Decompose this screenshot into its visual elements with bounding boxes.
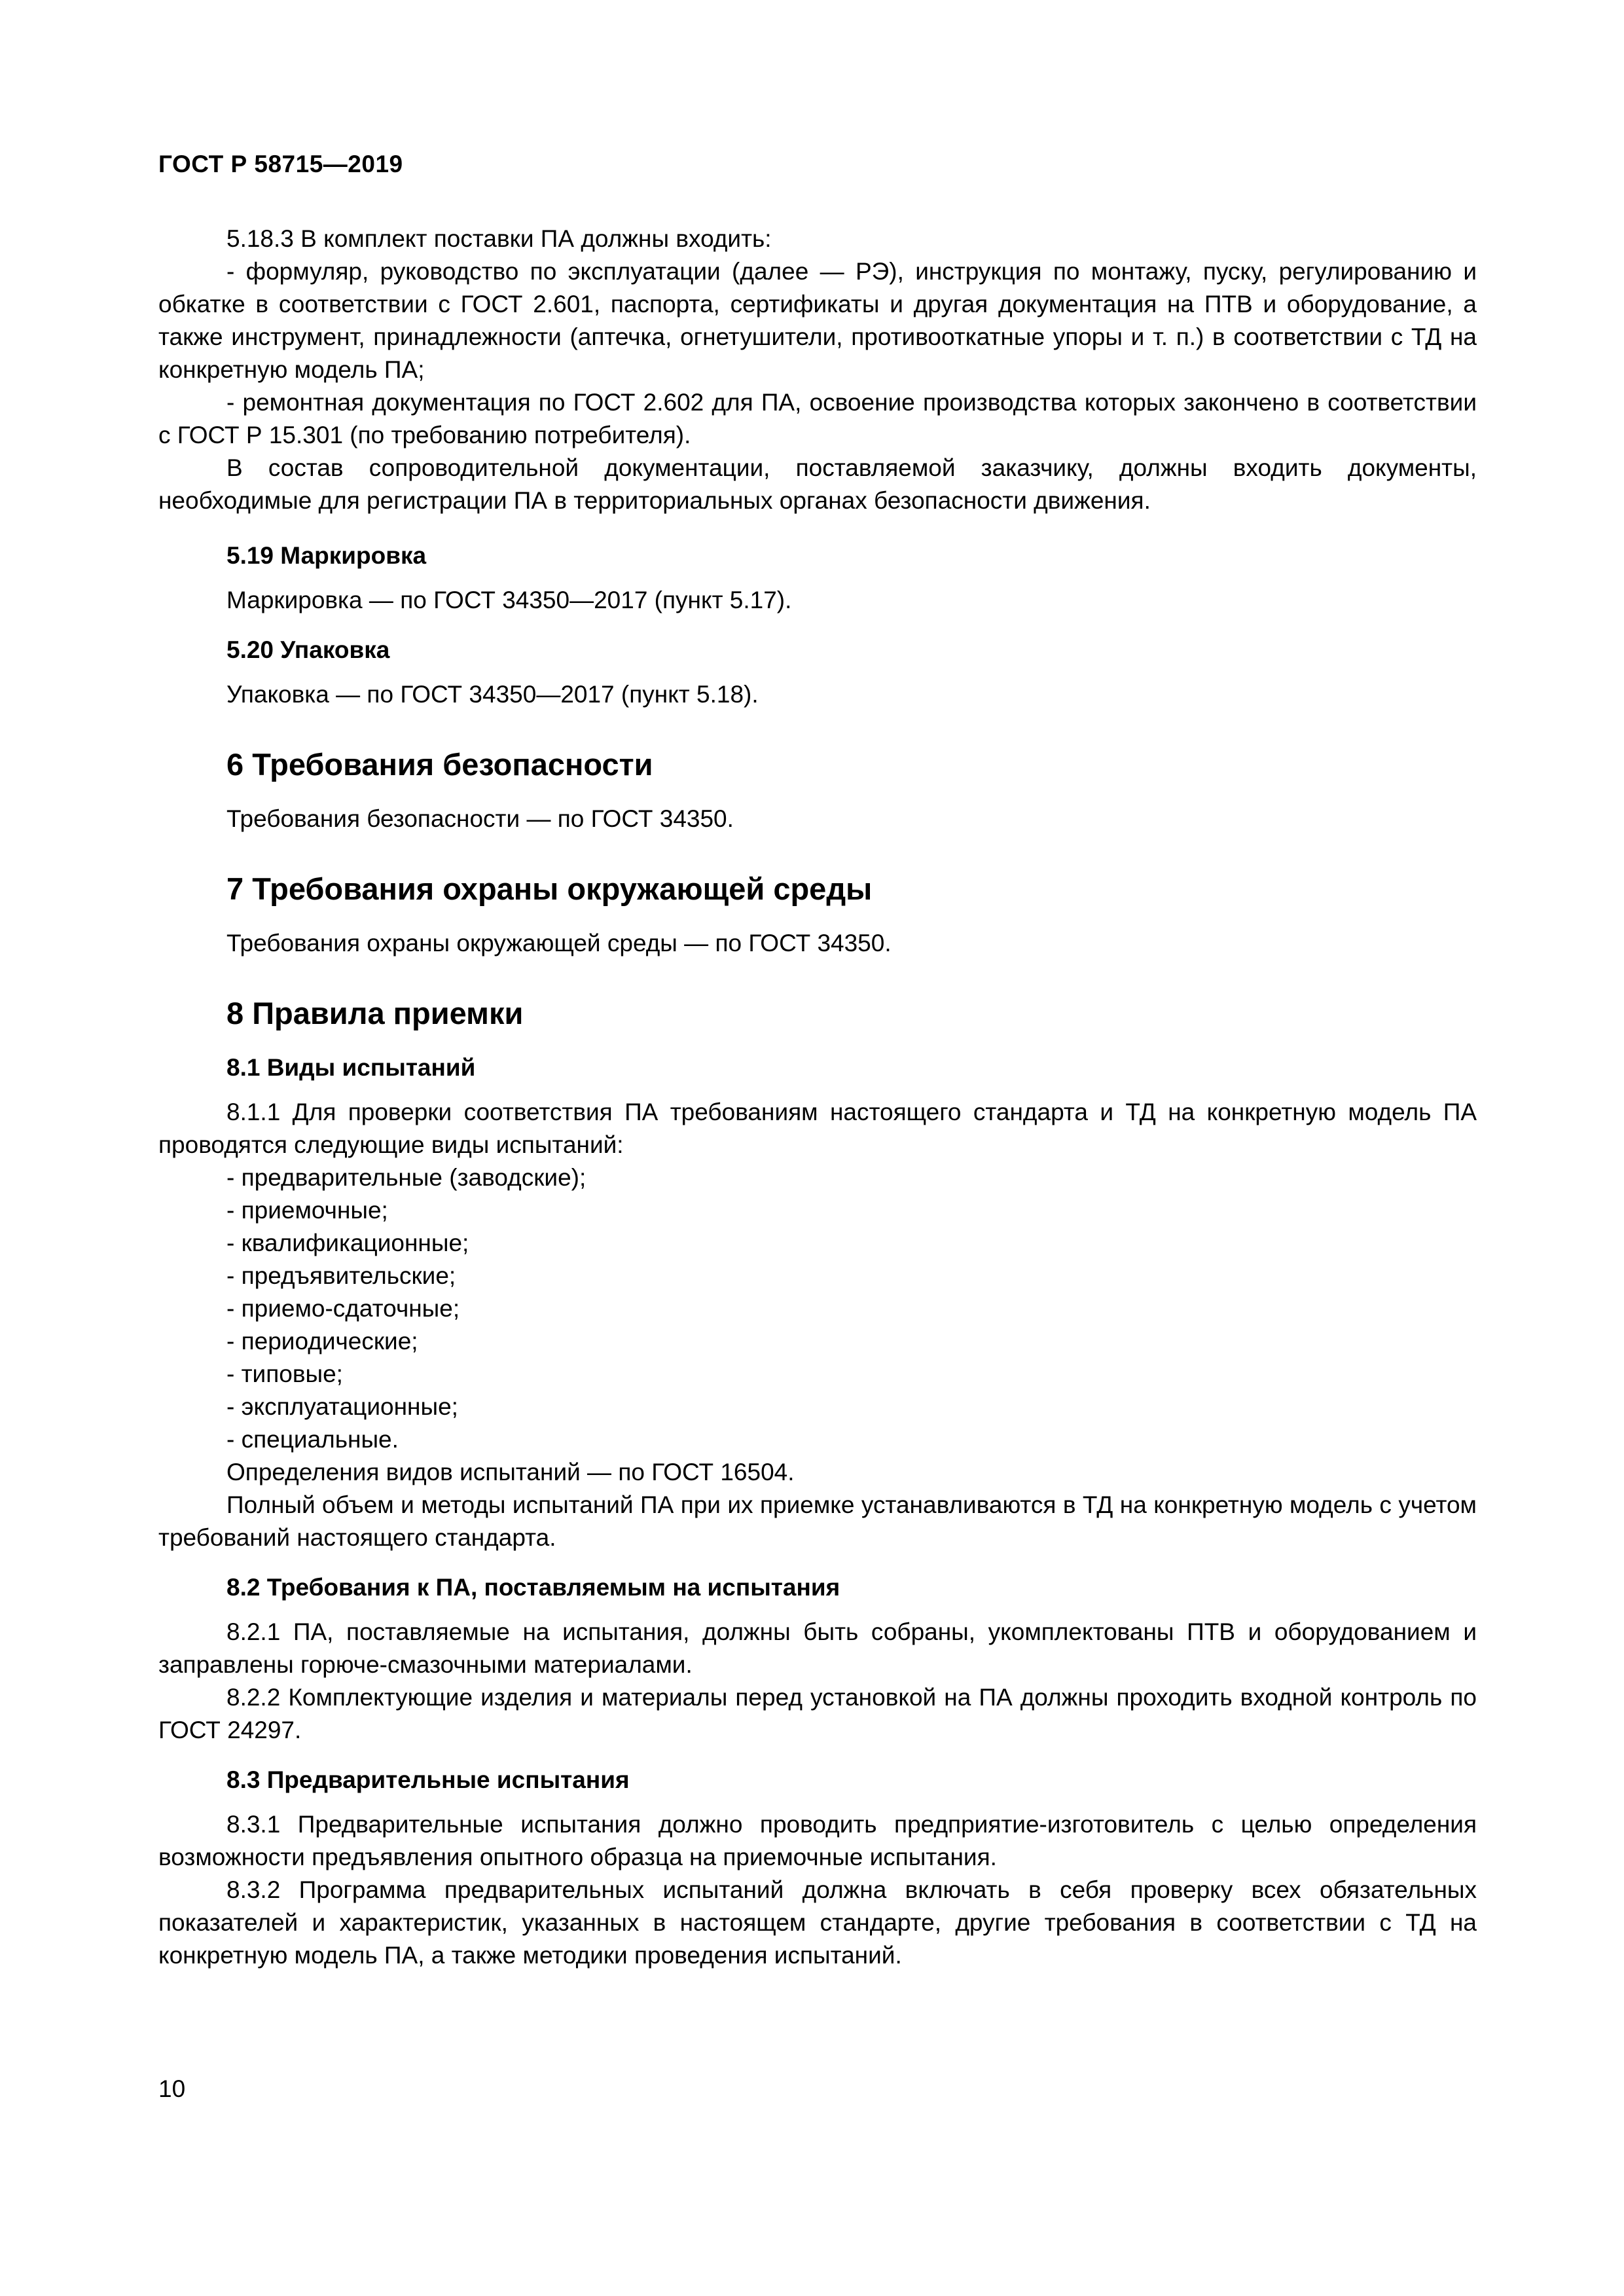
heading-5-20: 5.20 Упаковка (226, 636, 390, 663)
paragraph-8-1-definitions: Определения видов испытаний — по ГОСТ 16504. (226, 1459, 795, 1485)
list-item-test-type: - специальные. (226, 1426, 399, 1453)
paragraph-8-2-2: 8.2.2 Комплектующие изделия и материалы перед установкой на ПА должны проходить входной контроль по ГОСТ 24297. (158, 1684, 1477, 1743)
list-item-test-type: - предварительные (заводские); (226, 1164, 586, 1191)
list-item-test-type: - периодические; (226, 1328, 418, 1355)
paragraph-section-7: Требования охраны окружающей среды — по ГОСТ 34350. (226, 930, 892, 957)
heading-8-3: 8.3 Предварительные испытания (226, 1766, 630, 1793)
heading-section-7: 7 Требования охраны окружающей среды (226, 871, 873, 906)
paragraph-5-18-3-item-b: - ремонтная документация по ГОСТ 2.602 для ПА, освоение производства которых закончено в соответствии с ГОСТ Р 15.301 (по требованию потребителя). (158, 389, 1477, 448)
heading-section-8: 8 Правила приемки (226, 996, 524, 1030)
heading-section-6: 6 Требования безопасности (226, 747, 653, 782)
list-item-test-type: - приемочные; (226, 1197, 388, 1224)
paragraph-5-18-3-docs: В состав сопроводительной документации, поставляемой заказчику, должны входить документы, необходимые для регистрации ПА в территориальных органах безопасности движения. (158, 454, 1477, 514)
list-item-test-type: - предъявительские; (226, 1262, 456, 1289)
paragraph-8-2-1: 8.2.1 ПА, поставляемые на испытания, должны быть собраны, укомплектованы ПТВ и оборудованием и заправлены горюче-смазочными материалами. (158, 1618, 1477, 1678)
list-item-test-type: - приемо-сдаточные; (226, 1295, 460, 1322)
paragraph-8-3-1: 8.3.1 Предварительные испытания должно проводить предприятие-изготовитель с целью определения возможности предъявления опытного образца на приемочные испытания. (158, 1811, 1477, 1870)
heading-8-2: 8.2 Требования к ПА, поставляемым на испытания (226, 1574, 840, 1601)
heading-5-19: 5.19 Маркировка (226, 542, 427, 569)
list-item-test-type: - типовые; (226, 1360, 343, 1387)
paragraph-5-20: Упаковка — по ГОСТ 34350—2017 (пункт 5.18). (226, 681, 759, 708)
paragraph-section-6: Требования безопасности — по ГОСТ 34350. (226, 805, 734, 832)
heading-8-1: 8.1 Виды испытаний (226, 1054, 476, 1081)
list-item-test-type: - квалификационные; (226, 1230, 469, 1256)
paragraph-8-1-1: 8.1.1 Для проверки соответствия ПА требованиям настоящего стандарта и ТД на конкретную модель ПА проводятся следующие виды испытаний: (158, 1099, 1477, 1158)
list-item-test-type: - эксплуатационные; (226, 1393, 458, 1420)
document-body (158, 223, 1477, 1972)
paragraph-5-19: Маркировка — по ГОСТ 34350—2017 (пункт 5.17). (226, 587, 792, 613)
document-header-id: ГОСТ Р 58715—2019 (158, 151, 403, 177)
paragraph-8-1-scope: Полный объем и методы испытаний ПА при их приемке устанавливаются в ТД на конкретную модель с учетом требований настоящего стандарта. (158, 1491, 1477, 1551)
paragraph-5-18-3-item-a: - формуляр, руководство по эксплуатации (далее — РЭ), инструкция по монтажу, пуску, регулированию и обкатке в соответствии с ГОСТ 2.601, паспорта, сертификаты и другая документация на ПТВ и оборудование, а также инструмент, принадлежности (аптечка, огнетушители, противооткатные упоры и т. п.) в соответствии с ТД на конкретную модель ПА; (158, 258, 1477, 383)
page-number: 10 (158, 2075, 186, 2102)
paragraph-8-3-2: 8.3.2 Программа предварительных испытаний должна включать в себя проверку всех обязательных показателей и характеристик, указанных в настоящем стандарте, другие требования в соответствии с ТД на конкретную модель ПА, а также методики проведения испытаний. (158, 1876, 1477, 1969)
paragraph-5-18-3: 5.18.3 В комплект поставки ПА должны входить: (226, 225, 772, 252)
